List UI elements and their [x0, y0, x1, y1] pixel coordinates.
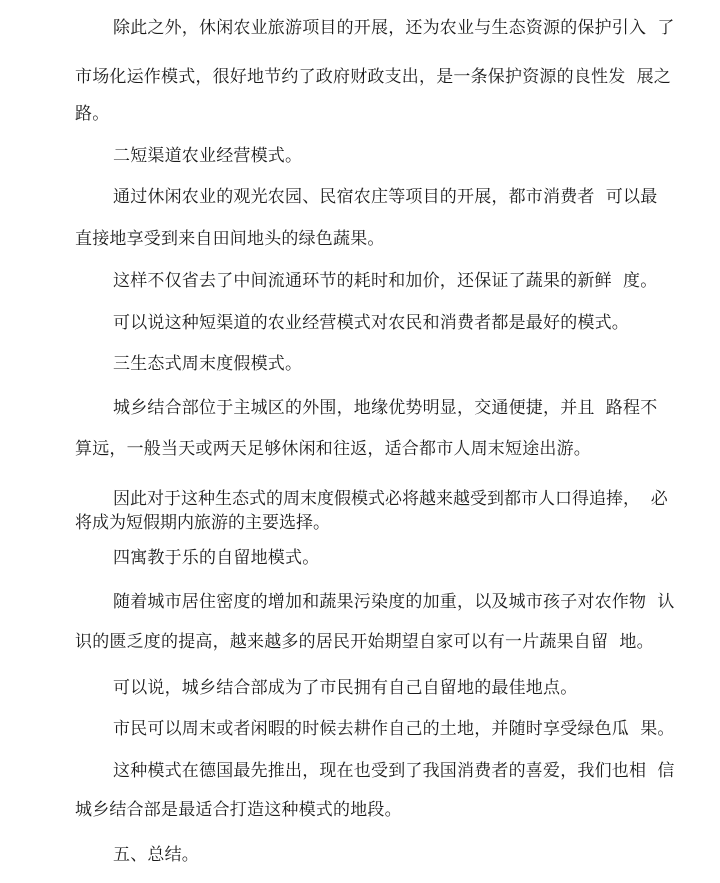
paragraph-line: 市民可以周末或者闲暇的时候去耕作自己的土地，并随时享受绿色瓜 果。: [113, 719, 675, 739]
paragraph-line: 城乡结合部是最适合打造这种模式的地段。: [75, 800, 402, 820]
paragraph-line: 市场化运作模式，很好地节约了政府财政支出，是一条保护资源的良性发 展之: [75, 67, 672, 87]
paragraph-line: 可以说，城乡结合部成为了市民拥有自己自留地的最佳地点。: [113, 678, 578, 698]
paragraph-line: 将成为短假期内旅游的主要选择。: [75, 513, 330, 533]
paragraph-line: 除此之外，休闲农业旅游项目的开展，还为农业与生态资源的保护引入 了: [113, 18, 675, 38]
paragraph-line: 这种模式在德国最先推出，现在也受到了我国消费者的喜爱，我们也相 信: [113, 761, 675, 781]
paragraph-line: 可以说这种短渠道的农业经营模式对农民和消费者都是最好的模式。: [113, 313, 629, 333]
paragraph-line: 通过休闲农业的观光农园、民宿农庄等项目的开展，都市消费者 可以最: [113, 187, 658, 207]
section-heading: 二短渠道农业经营模式。: [113, 146, 303, 166]
paragraph-line: 随着城市居住密度的增加和蔬果污染度的加重，以及城市孩子对农作物 认: [113, 592, 675, 612]
paragraph-line: 路。: [75, 104, 110, 124]
section-heading: 三生态式周末度假模式。: [113, 354, 303, 374]
paragraph-line: 这样不仅省去了中间流通环节的耗时和加价，还保证了蔬果的新鲜 度。: [113, 271, 658, 291]
paragraph-line: 因此对于这种生态式的周末度假模式必将越来越受到都市人口得追捧， 必: [113, 489, 668, 509]
paragraph-line: 识的匮乏度的提高，越来越多的居民开始期望自家可以有一片蔬果自留 地。: [75, 632, 654, 652]
section-heading: 五、总结。: [113, 845, 199, 865]
paragraph-line: 直接地享受到来自田间地头的绿色蔬果。: [75, 229, 385, 249]
paragraph-line: 城乡结合部位于主城区的外围，地缘优势明显，交通便捷，并且 路程不: [113, 398, 658, 418]
paragraph-line: 算远，一般当天或两天足够休闲和往返，适合都市人周末短途出游。: [75, 439, 591, 459]
section-heading: 四寓教于乐的自留地模式。: [113, 548, 320, 568]
